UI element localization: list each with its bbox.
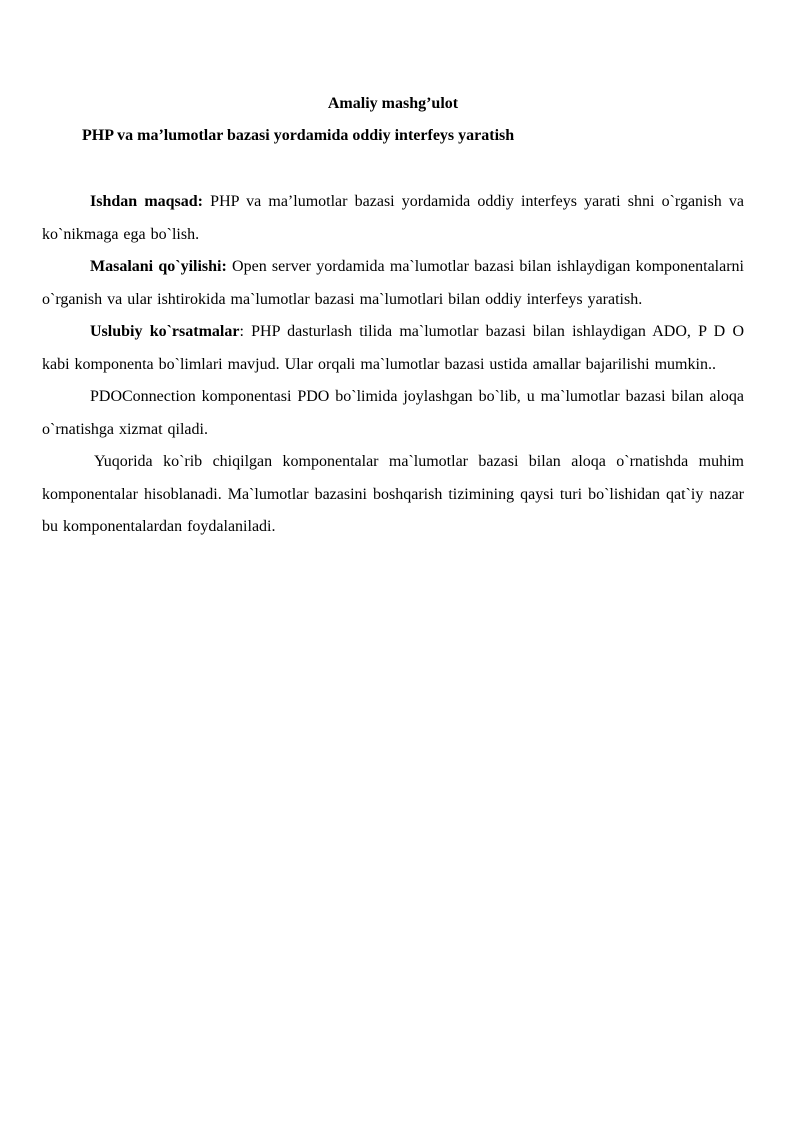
paragraph-guidelines [42, 316, 744, 381]
paragraph-guidelines-lead: Uslubiy ko`rsatmalar [90, 323, 240, 340]
document-body [42, 186, 744, 544]
paragraph-summary [42, 446, 744, 544]
paragraph-goal [42, 186, 744, 251]
paragraph-task-lead: Masalani qo`yilishi: [90, 258, 227, 275]
paragraph-goal-lead: Ishdan maqsad: [90, 193, 203, 210]
paragraph-goal-text: PHP va ma’lumotlar bazasi yordamida oddiy interfeys yarati shni o`rganish va ko`nikmaga ega bo`lish. [42, 193, 744, 243]
paragraph-summary-text: Yuqorida ko`rib chiqilgan komponentalar ma`lumotlar bazasi bilan aloqa o`rnatishda muhim komponentalar hisoblanadi. Ma`lumotlar bazasini boshqarish tizimining qaysi turi bo`lishidan qat`iy nazar bu komponentalardan foydalaniladi. [42, 453, 744, 535]
paragraph-guidelines-text: : PHP dasturlash tilida ma`lumotlar bazasi bilan ishlaydigan ADO, P D O kabi komponenta bo`limlari mavjud. Ular orqali ma`lumotlar bazasi ustida amallar bajarilishi mumkin.. [42, 323, 744, 373]
paragraph-task-text: Open server yordamida ma`lumotlar bazasi bilan ishlaydigan komponentalarni o`rganish va ular ishtirokida ma`lumotlar bazasi ma`lumotlari bilan oddiy interfeys yaratish. [42, 258, 745, 308]
paragraph-task [42, 251, 744, 316]
paragraph-pdo-text: PDOConnection komponentasi PDO bo`limida joylashgan bo`lib, u ma`lumotlar bazasi bilan aloqa o`rnatishga xizmat qiladi. [42, 388, 744, 438]
paragraph-pdo [42, 381, 744, 446]
document-title: Amaliy mashg’ulot [327, 95, 459, 112]
document-subtitle: PHP va ma’lumotlar bazasi yordamida oddiy interfeys yaratish [82, 127, 515, 144]
